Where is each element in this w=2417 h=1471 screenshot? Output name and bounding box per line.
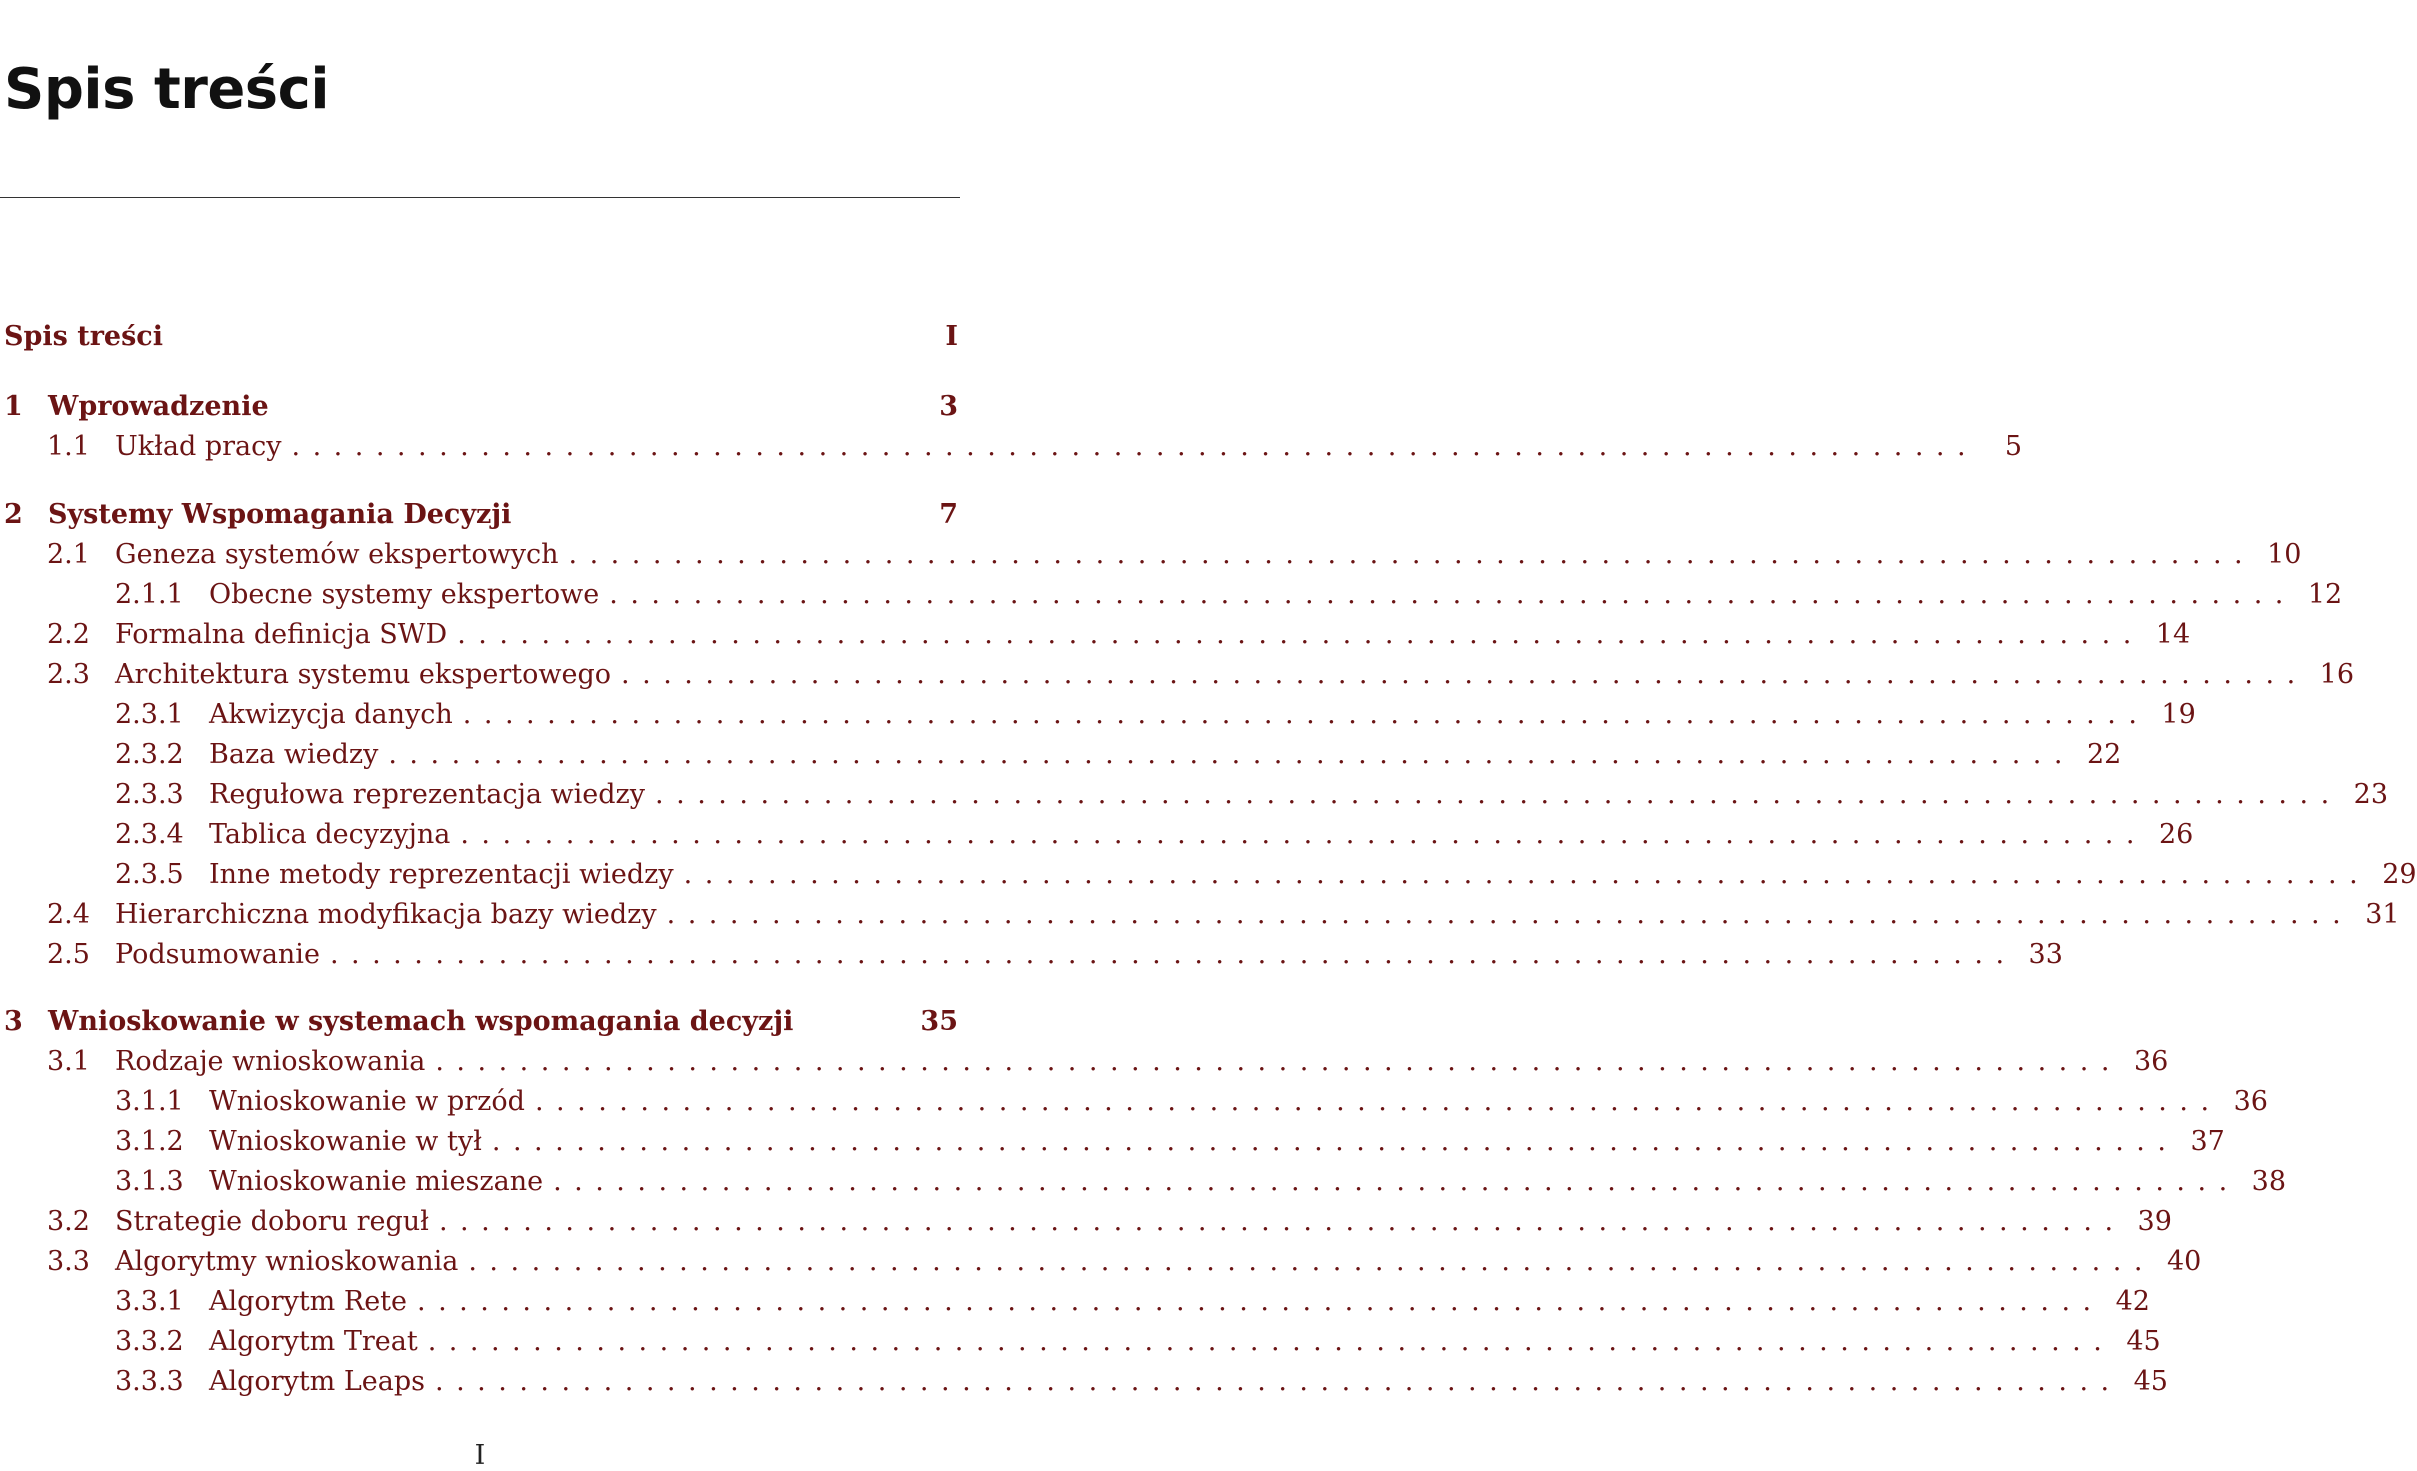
toc-entry-number: 3.1.2 — [115, 1125, 184, 1157]
toc-section-entry[interactable] — [0, 1201, 2172, 1241]
toc-entry-title: Algorytm Leaps — [209, 1365, 426, 1397]
toc-entry-page: 36 — [2133, 1045, 2169, 1077]
toc-entry-number: 2.3.3 — [115, 778, 184, 810]
toc-entry-page: 45 — [2133, 1365, 2168, 1397]
toc-dot-leader: ................................................................................ — [427, 1325, 2115, 1357]
toc-section-entry[interactable] — [0, 694, 2196, 734]
toc-section-entry[interactable] — [0, 1281, 2150, 1321]
toc-entry-page: 38 — [2251, 1165, 2287, 1197]
toc-entry-title: Układ pracy — [115, 430, 282, 462]
toc-entry-page: 14 — [2155, 618, 2191, 650]
footer-page-number: I — [474, 1440, 486, 1471]
toc-chapter-entry[interactable] — [0, 1001, 960, 1041]
toc-dot-leader: ................................................................................ — [329, 938, 2017, 970]
toc-entry-page: 40 — [2166, 1245, 2202, 1277]
toc-entry-number: 2.1 — [47, 538, 90, 570]
toc-chapter-entry[interactable] — [0, 316, 960, 356]
page-title: Spis treści — [4, 57, 330, 122]
toc-dot-leader: ................................................................................ — [460, 818, 2147, 850]
toc-entry-title: Rodzaje wnioskowania — [115, 1045, 426, 1077]
toc-entry-title: Wnioskowanie w przód — [209, 1085, 525, 1117]
toc-entry-title: Obecne systemy ekspertowe — [209, 578, 600, 610]
toc-entry-number: 3.3.1 — [115, 1285, 184, 1317]
toc-dot-leader: ................................................................................ — [683, 858, 2371, 890]
toc-dot-leader: ................................................................................ — [291, 430, 1979, 462]
toc-entry-title: Hierarchiczna modyfikacja bazy wiedzy — [115, 898, 657, 930]
toc-dot-leader: ................................................................................ — [609, 578, 2296, 610]
toc-dot-leader: ................................................................................ — [655, 778, 2342, 810]
toc-entry-page: 35 — [920, 1005, 958, 1037]
toc-section-entry[interactable] — [0, 1161, 2287, 1201]
toc-section-entry[interactable] — [0, 654, 2355, 694]
toc-entry-page: 19 — [2161, 698, 2196, 730]
toc-entry-page: 23 — [2353, 778, 2389, 810]
toc-dot-leader: ................................................................................ — [621, 658, 2308, 690]
toc-entry-number: 2.5 — [47, 938, 90, 970]
toc-entry-title: Spis treści — [4, 320, 164, 352]
toc-section-entry[interactable] — [0, 1121, 2225, 1161]
toc-entry-page: 3 — [939, 390, 958, 422]
toc-chapter-entry[interactable] — [0, 386, 960, 426]
toc-dot-leader: ................................................................................ — [435, 1365, 2122, 1397]
toc-entry-title: Strategie doboru reguł — [115, 1205, 429, 1237]
toc-entry-page: 5 — [2004, 430, 2023, 462]
toc-section-entry[interactable] — [0, 814, 2194, 854]
toc-entry-number: 2 — [4, 498, 23, 530]
toc-entry-title: Inne metody reprezentacji wiedzy — [209, 858, 674, 890]
toc-entry-number: 2.3.4 — [115, 818, 184, 850]
toc-dot-leader: ................................................................................ — [468, 1245, 2155, 1277]
toc-entry-page: 16 — [2319, 658, 2355, 690]
toc-dot-leader: ................................................................................ — [388, 738, 2075, 770]
toc-dot-leader: ................................................................................ — [534, 1085, 2222, 1117]
toc-entry-title: Algorytmy wnioskowania — [115, 1245, 459, 1277]
toc-entry-number: 3.1 — [47, 1045, 90, 1077]
toc-entry-title: Wnioskowanie w systemach wspomagania decyzji — [48, 1005, 794, 1037]
toc-dot-leader: ................................................................................ — [491, 1125, 2179, 1157]
toc-entry-page: 37 — [2190, 1125, 2225, 1157]
toc-entry-title: Geneza systemów ekspertowych — [115, 538, 559, 570]
toc-section-entry[interactable] — [0, 934, 2063, 974]
toc-section-entry[interactable] — [0, 734, 2122, 774]
toc-section-entry[interactable] — [0, 1081, 2268, 1121]
toc-section-entry[interactable] — [0, 1241, 2202, 1281]
toc-entry-title: Algorytm Treat — [209, 1325, 418, 1357]
toc-entry-number: 1 — [4, 390, 23, 422]
toc-entry-page: 22 — [2086, 738, 2122, 770]
toc-entry-title: Systemy Wspomagania Decyzji — [48, 498, 512, 530]
toc-entry-number: 2.3.2 — [115, 738, 184, 770]
toc-section-entry[interactable] — [0, 854, 2417, 894]
toc-entry-page: 7 — [939, 498, 958, 530]
toc-entry-page: 36 — [2233, 1085, 2268, 1117]
toc-section-entry[interactable] — [0, 1041, 2169, 1081]
title-divider — [0, 197, 960, 198]
toc-section-entry[interactable] — [0, 1321, 2161, 1361]
toc-entry-page: 10 — [2267, 538, 2302, 570]
toc-entry-page: 26 — [2158, 818, 2194, 850]
toc-entry-number: 2.1.1 — [115, 578, 184, 610]
toc-entry-title: Regułowa reprezentacja wiedzy — [209, 778, 646, 810]
toc-entry-number: 3.1.3 — [115, 1165, 184, 1197]
toc-entry-page: 31 — [2365, 898, 2400, 930]
toc-section-entry[interactable] — [0, 574, 2343, 614]
toc-section-entry[interactable] — [0, 1361, 2168, 1401]
toc-dot-leader: ................................................................................ — [435, 1045, 2122, 1077]
toc-entry-page: 39 — [2137, 1205, 2172, 1237]
toc-entry-title: Algorytm Rete — [209, 1285, 408, 1317]
toc-entry-number: 3 — [4, 1005, 23, 1037]
toc-entry-number: 1.1 — [47, 430, 90, 462]
toc-entry-page: 29 — [2382, 858, 2417, 890]
toc-entry-page: 45 — [2126, 1325, 2161, 1357]
toc-dot-leader: ................................................................................ — [438, 1205, 2126, 1237]
toc-entry-page: I — [945, 320, 958, 352]
toc-dot-leader: ................................................................................ — [462, 698, 2150, 730]
toc-entry-title: Wprowadzenie — [48, 390, 269, 422]
toc-entry-number: 3.3.2 — [115, 1325, 184, 1357]
toc-entry-title: Akwizycja danych — [209, 698, 453, 730]
toc-entry-page: 42 — [2115, 1285, 2150, 1317]
toc-entry-title: Architektura systemu ekspertowego — [115, 658, 612, 690]
toc-section-entry[interactable] — [0, 426, 2023, 466]
toc-dot-leader: ................................................................................ — [417, 1285, 2104, 1317]
toc-entry-number: 2.3.5 — [115, 858, 184, 890]
toc-section-entry[interactable] — [0, 614, 2191, 654]
toc-dot-leader: ................................................................................ — [553, 1165, 2240, 1197]
toc-dot-leader: ................................................................................ — [666, 898, 2354, 930]
toc-entry-title: Wnioskowanie w tył — [209, 1125, 482, 1157]
toc-section-entry[interactable] — [0, 774, 2389, 814]
toc-entry-title: Podsumowanie — [115, 938, 320, 970]
toc-entry-number: 2.3 — [47, 658, 90, 690]
toc-entry-number: 2.3.1 — [115, 698, 184, 730]
toc-entry-title: Formalna definicja SWD — [115, 618, 448, 650]
toc-entry-title: Baza wiedzy — [209, 738, 379, 770]
toc-entry-page: 33 — [2028, 938, 2063, 970]
toc-entry-title: Tablica decyzyjna — [209, 818, 451, 850]
toc-entry-number: 3.3 — [47, 1245, 90, 1277]
toc-entry-number: 2.4 — [47, 898, 90, 930]
toc-entry-page: 12 — [2307, 578, 2343, 610]
toc-entry-number: 3.2 — [47, 1205, 90, 1237]
toc-entry-number: 2.2 — [47, 618, 90, 650]
toc-section-entry[interactable] — [0, 894, 2400, 934]
toc-entry-title: Wnioskowanie mieszane — [209, 1165, 544, 1197]
toc-section-entry[interactable] — [0, 534, 2302, 574]
toc-entry-number: 3.3.3 — [115, 1365, 184, 1397]
toc-dot-leader: ................................................................................ — [568, 538, 2256, 570]
toc-chapter-entry[interactable] — [0, 494, 960, 534]
toc-entry-number: 3.1.1 — [115, 1085, 184, 1117]
toc-dot-leader: ................................................................................ — [457, 618, 2144, 650]
